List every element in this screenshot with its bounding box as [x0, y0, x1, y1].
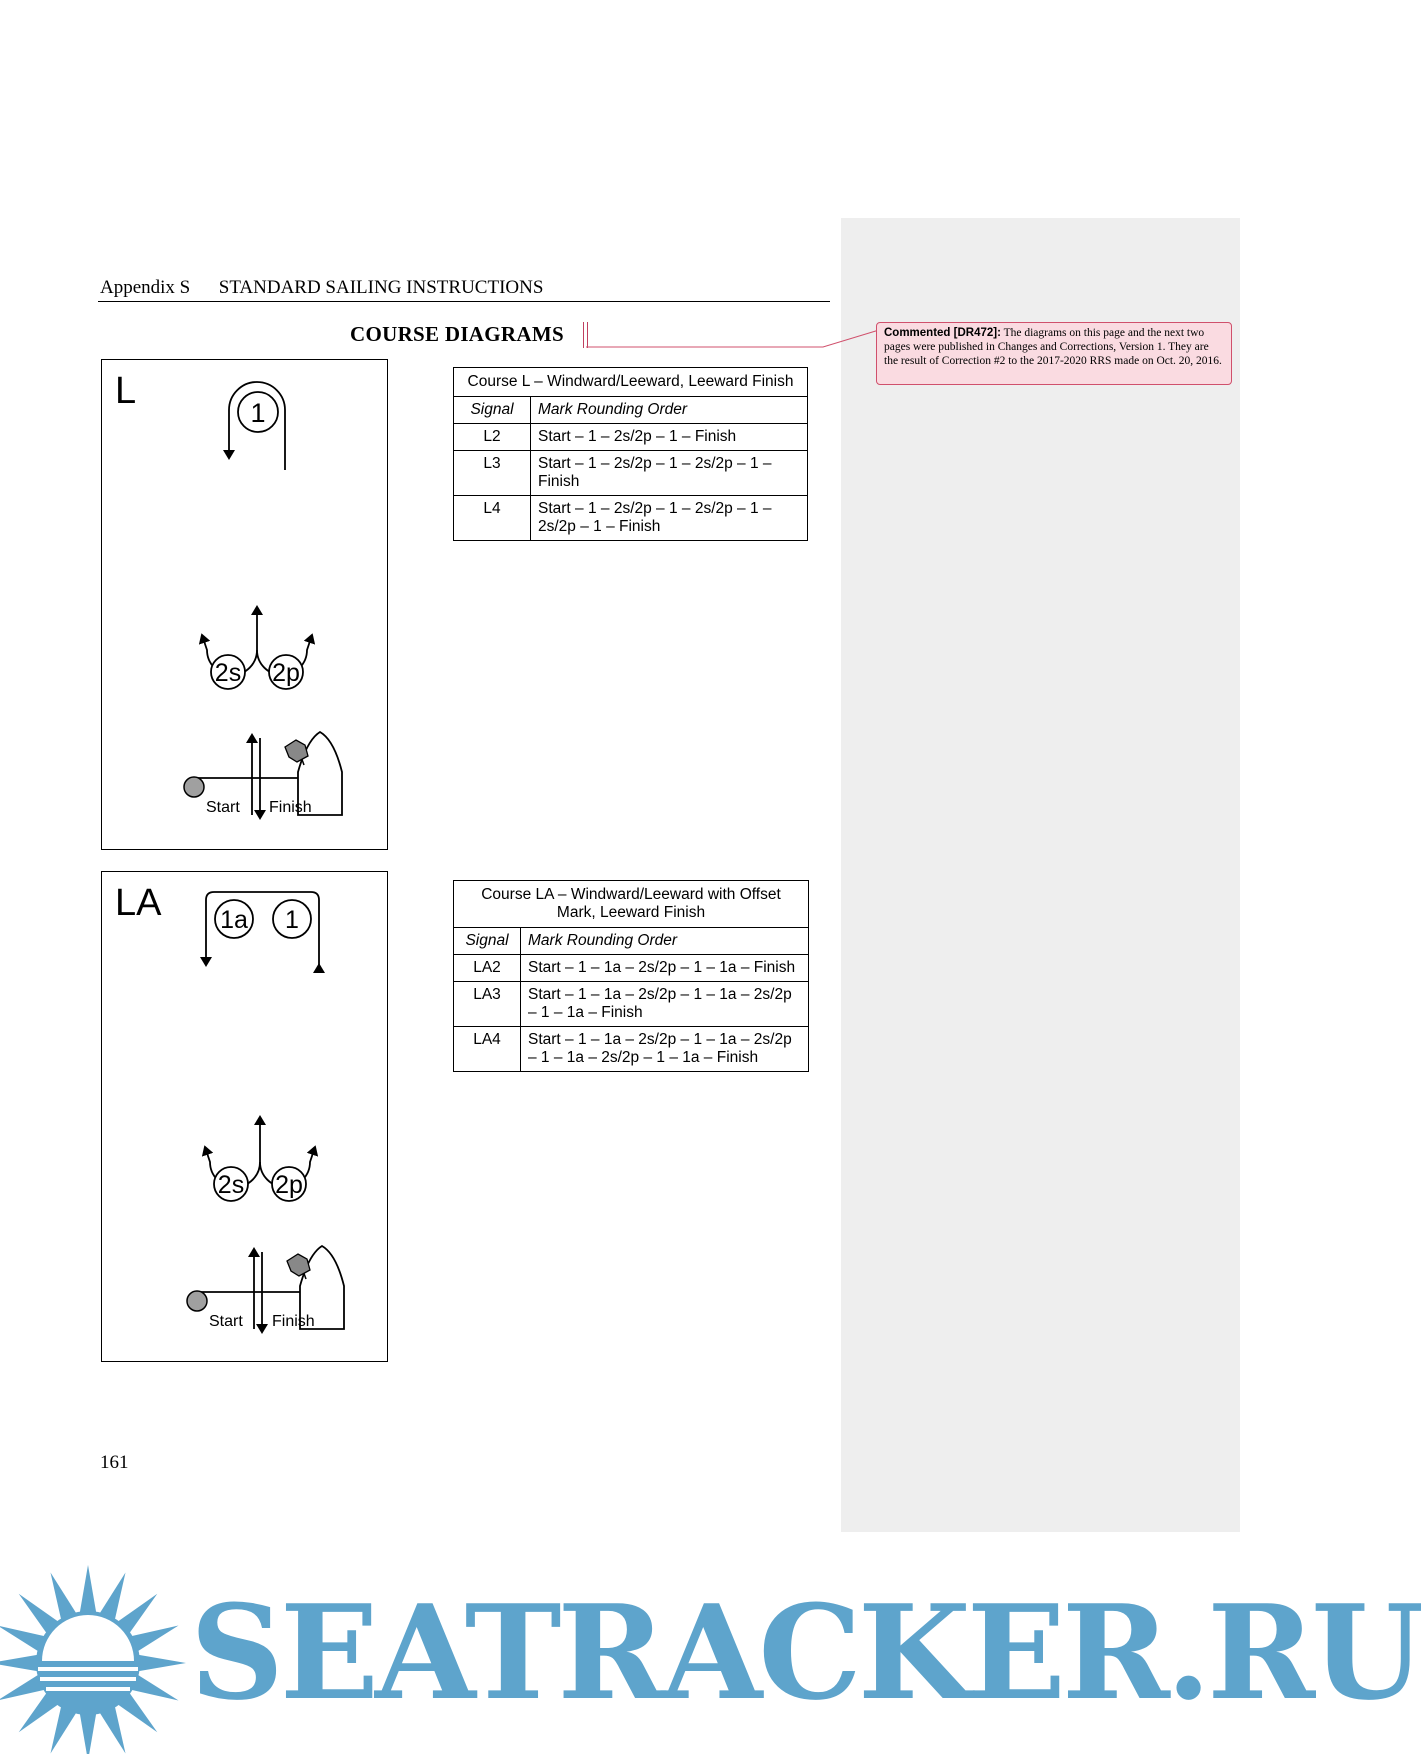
table-caption: Course L – Windward/Leeward, Leeward Finish [454, 368, 808, 397]
course-letter: L [115, 370, 137, 412]
mark-2p-label: 2p [272, 659, 300, 687]
header-rule [98, 301, 830, 302]
course-diagram-l [101, 359, 388, 850]
course-la-table [453, 880, 809, 1072]
mark-2s-label: 2s [217, 1171, 245, 1199]
signal-cell: L4 [454, 496, 531, 541]
mark-1a-label: 1a [220, 906, 248, 934]
signal-cell: L2 [454, 424, 531, 451]
page-title: COURSE DIAGRAMS [350, 322, 564, 346]
table-row [454, 1027, 809, 1072]
order-cell: Start – 1 – 2s/2p – 1 – Finish [531, 424, 808, 451]
mark-1-label: 1 [250, 398, 266, 428]
watermark-text: SEATRACKER.RU [190, 1576, 1421, 1729]
order-cell: Start – 1 – 2s/2p – 1 – 2s/2p – 1 – Finish [531, 451, 808, 496]
mark-2p-label: 2p [275, 1171, 303, 1199]
course-l-table [453, 367, 808, 541]
comment-pane [841, 218, 1240, 1532]
order-cell: Start – 1 – 1a – 2s/2p – 1 – 1a – 2s/2p – 1 – 1a – 2s/2p – 1 – 1a – Finish [521, 1027, 809, 1072]
finish-label: Finish [272, 1313, 315, 1330]
course-letter: LA [115, 882, 162, 924]
table-row [454, 955, 809, 982]
table-caption: Course LA – Windward/Leeward with Offset Mark, Leeward Finish [454, 881, 809, 928]
order-cell: Start – 1 – 2s/2p – 1 – 2s/2p – 1 – 2s/2p – 1 – Finish [531, 496, 808, 541]
page-number: 161 [100, 1452, 129, 1473]
signal-cell: LA2 [454, 955, 521, 982]
signal-cell: LA4 [454, 1027, 521, 1072]
start-label: Start [209, 1313, 243, 1330]
table-row [454, 451, 808, 496]
col-header-order: Mark Rounding Order [521, 928, 809, 955]
section-title: STANDARD SAILING INSTRUCTIONS [218, 277, 544, 298]
course-l-drawing [102, 360, 389, 851]
mark-1-label: 1 [285, 906, 299, 934]
signal-cell: L3 [454, 451, 531, 496]
course-la-drawing [102, 872, 389, 1363]
col-header-order: Mark Rounding Order [531, 397, 808, 424]
pin-buoy-icon [184, 777, 204, 797]
comment-connector [583, 320, 883, 350]
order-cell: Start – 1 – 1a – 2s/2p – 1 – 1a – 2s/2p – 1 – 1a – Finish [521, 982, 809, 1027]
col-header-signal: Signal [454, 397, 531, 424]
finish-label: Finish [269, 799, 312, 816]
table-row [454, 496, 808, 541]
order-cell: Start – 1 – 1a – 2s/2p – 1 – 1a – Finish [521, 955, 809, 982]
mark-2s-label: 2s [214, 659, 242, 687]
comment-balloon[interactable] [876, 322, 1232, 385]
signal-cell: LA3 [454, 982, 521, 1027]
course-diagram-la [101, 871, 388, 1362]
running-header [100, 277, 543, 299]
table-row [454, 982, 809, 1027]
col-header-signal: Signal [454, 928, 521, 955]
comment-text: The diagrams on this page and the next two pages were published in Changes and Corrections, Version 1. They are the result of Correction #2 to the 2017-2020 RRS made on Oct. 20, 2016. [884, 327, 1222, 367]
start-label: Start [206, 799, 240, 816]
pin-buoy-icon [187, 1291, 207, 1311]
comment-label: Commented [DR472]: [884, 327, 1001, 339]
table-row [454, 424, 808, 451]
appendix-label: Appendix S [100, 277, 191, 298]
